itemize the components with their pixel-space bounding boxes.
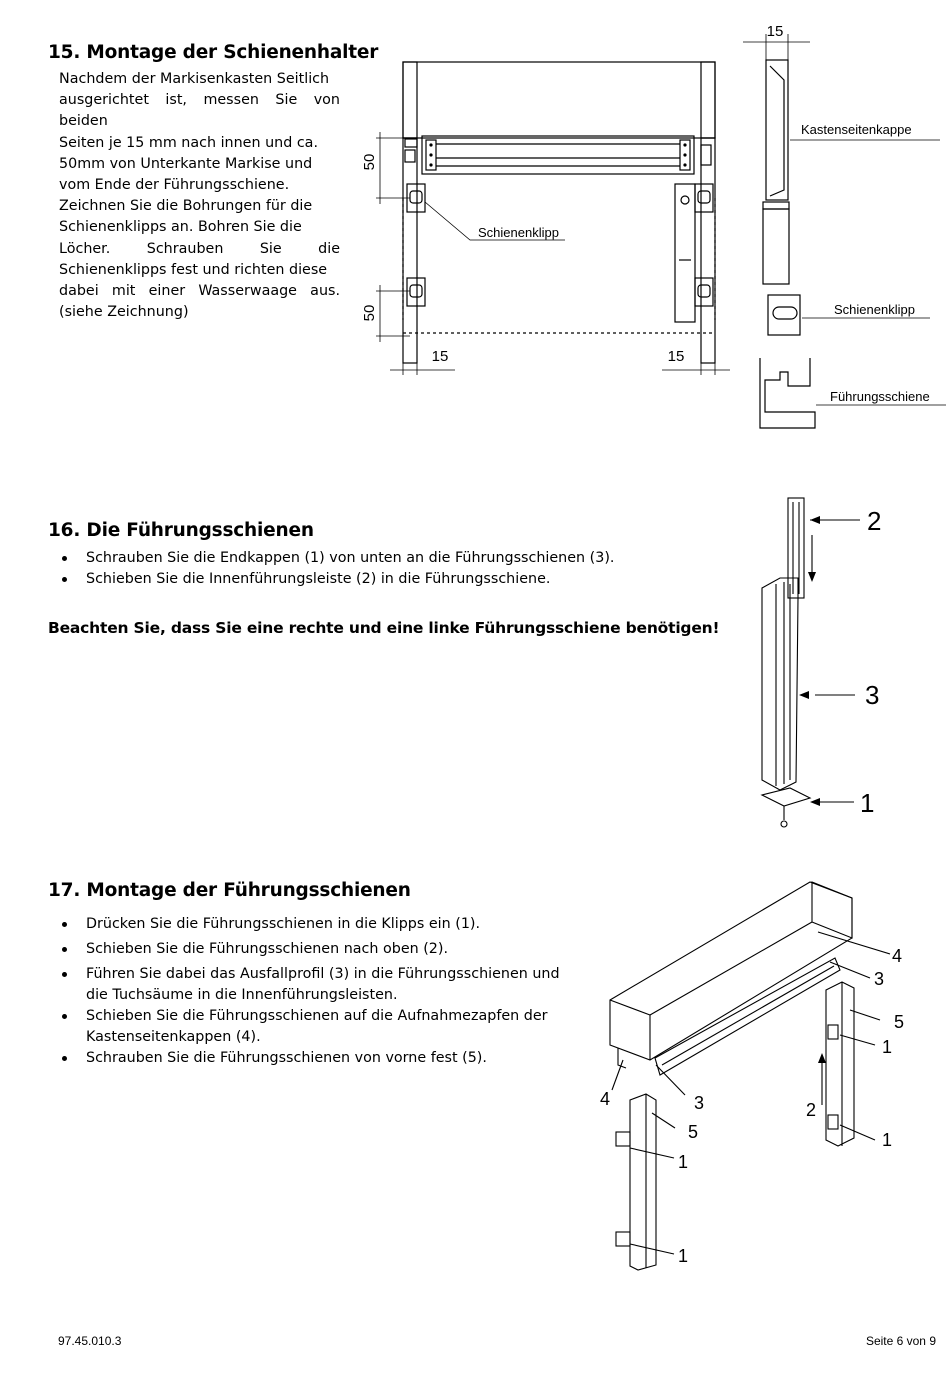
list-item: Schieben Sie die Führungsschienen nach oben (2). [48,939,568,960]
paragraph-line: 50mm von Unterkante Markise und [59,155,313,172]
part-number: 1 [678,1152,689,1172]
section-16-heading: 16. Die Führungsschienen [48,520,314,541]
part-number: 2 [867,506,882,536]
paragraph-line: ausgerichtet ist, messen Sie von beiden [59,92,340,130]
part-number: 1 [860,788,875,818]
paragraph-line: Schienenklipps an. Bohren Sie die [59,219,302,236]
dimension-label: 15 [667,348,685,365]
list-item: Schieben Sie die Führungsschienen auf die Aufnahmezapfen der Kastenseitenkappen (4). [48,1006,568,1048]
schienenklipp-label: Schienenklipp [834,302,915,317]
part-number: 3 [694,1093,705,1113]
list-item: Führen Sie dabei das Ausfallprofil (3) in die Führungsschienen und die Tuchsäume in die Innenführungsleisten. [48,964,568,1006]
section-15-paragraph [59,69,340,323]
page-number: Seite 6 von 9 [865,1334,936,1348]
part-number: 4 [600,1089,611,1109]
part-number: 1 [882,1037,893,1057]
rail-note: Beachten Sie, dass Sie eine rechte und eine linke Führungsschiene benötigen! [48,619,720,637]
part-number: 3 [865,680,880,710]
section-16-list [48,548,688,590]
list-item: Drücken Sie die Führungsschienen in die Klipps ein (1). [48,914,568,935]
list-item: Schrauben Sie die Führungsschienen von vorne fest (5). [48,1048,568,1069]
paragraph-line: Zeichnen Sie die Bohrungen für die [59,198,313,215]
part-number: 5 [894,1012,905,1032]
part-number: 3 [874,969,885,989]
paragraph-line: Schienenklipps fest und richten diese [59,261,328,278]
dimension-label: 15 [431,348,449,365]
guide-rail-mounting-drawing [590,870,930,1280]
part-number: 4 [892,946,903,966]
paragraph-line: Löcher. Schrauben Sie die [59,240,340,257]
paragraph-line: (siehe Zeichnung) [59,304,189,321]
paragraph-line: Seiten je 15 mm nach innen und ca. [59,134,318,151]
guide-rail-assembly-drawing [740,490,950,840]
kastenseitenkappe-label: Kastenseitenkappe [801,122,912,137]
fuehrungsschiene-label: Führungsschiene [830,389,930,404]
list-item: Schieben Sie die Innenführungsleiste (2) in die Führungsschiene. [48,569,688,590]
section-17-list [48,914,568,1069]
part-number: 5 [688,1122,699,1142]
section-17-heading: 17. Montage der Führungsschienen [48,880,411,901]
paragraph-line: Nachdem der Markisenkasten Seitlich [59,71,330,87]
paragraph-line: dabei mit einer Wasserwaage aus. [59,283,340,300]
part-number: 1 [678,1246,689,1266]
schienenklipp-label: Schienenklipp [478,225,559,240]
rail-holder-front-drawing [350,20,950,440]
section-15-heading: 15. Montage der Schienenhalter [48,42,379,63]
dimension-label: 15 [766,23,784,40]
paragraph-line: vom Ende der Führungsschiene. [59,177,290,194]
list-item: Schrauben Sie die Endkappen (1) von unten an die Führungsschienen (3). [48,548,688,569]
dimension-label: 50 [361,304,378,322]
part-number: 1 [882,1130,893,1150]
document-number: 97.45.010.3 [58,1334,122,1348]
part-number: 2 [806,1100,817,1120]
dimension-label: 50 [361,153,378,171]
